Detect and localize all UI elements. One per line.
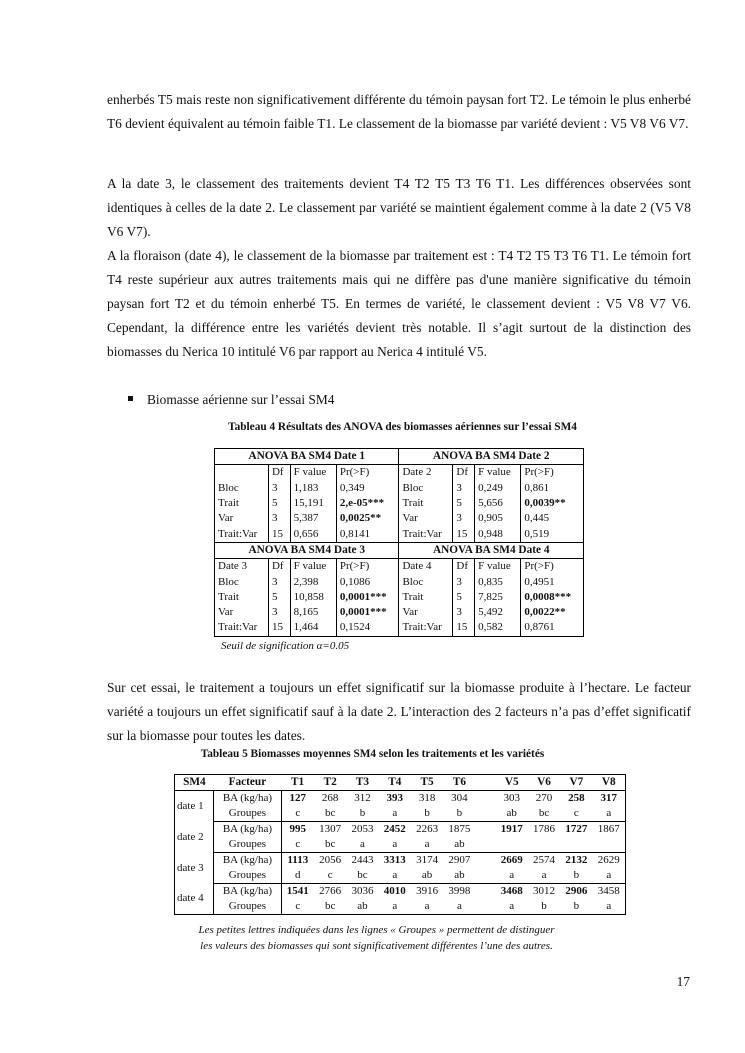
anova-row: [215, 526, 584, 542]
groups-row: [175, 868, 626, 884]
group-letter: ab: [454, 838, 465, 850]
groups-row: [175, 837, 626, 853]
group-letter: ab: [506, 807, 517, 819]
biomass-table: [174, 774, 626, 915]
group-letter: bc: [538, 807, 550, 819]
anova-cell: 7,825: [475, 590, 521, 605]
biomass-value: 268: [321, 792, 339, 804]
anova-cell: 0,0022**: [521, 605, 584, 620]
biomass-value: 2053: [346, 822, 378, 838]
group-letter: b: [573, 869, 580, 881]
anova-cell: Var: [218, 606, 234, 619]
anova-block-title: ANOVA BA SM4 Date 2: [432, 450, 550, 463]
factor-label: Groupes: [214, 806, 281, 822]
anova-cell: 15: [453, 526, 475, 542]
date-label: date 1: [175, 791, 214, 822]
anova-cell: Trait:Var: [402, 527, 442, 540]
biomass-value: 2766: [314, 884, 346, 900]
anova-column-header: F value: [475, 559, 521, 575]
anova-cell: Trait: [402, 497, 424, 510]
table5-column-header: T5: [411, 775, 443, 791]
date-label: date 2: [175, 822, 214, 853]
factor-label: BA (kg/ha): [214, 791, 281, 807]
anova-column-header: Date 2: [399, 465, 453, 481]
anova-cell: 0,905: [475, 511, 521, 526]
group-letter: b: [359, 807, 366, 819]
biomass-row: [175, 884, 626, 900]
group-letter: [496, 837, 528, 853]
biomass-value: 1113: [281, 853, 314, 869]
biomass-value: 1786: [528, 822, 560, 838]
anova-cell: Bloc: [218, 481, 239, 494]
group-letter: [528, 837, 560, 853]
anova-cell: 0,0025**: [336, 511, 399, 526]
column-gap: [476, 853, 496, 869]
table5-column-header: T2: [314, 775, 346, 791]
anova-row: [215, 605, 584, 620]
anova-cell: 0,835: [475, 574, 521, 589]
group-letter: [560, 837, 592, 853]
paragraph-4: Sur cet essai, le traitement a toujours un effet significatif sur la biomasse produite à l’hectare. Le facteur variété a toujours un effet significatif sauf à la date 2. L’interaction des 2 facteurs n’a pas d’effet significatif sur la biomasse pour toutes les dates.: [107, 680, 691, 743]
table5-column-header: Facteur: [214, 775, 281, 791]
biomass-value: 1875: [443, 822, 475, 838]
group-letter: a: [392, 869, 398, 881]
biomass-value: 303: [503, 792, 520, 804]
biomass-value: 995: [281, 822, 314, 838]
table5-column-header: V7: [560, 775, 592, 791]
group-letter: c: [327, 869, 333, 881]
anova-cell: Trait: [402, 590, 424, 603]
group-letter: a: [392, 900, 398, 912]
factor-label: BA (kg/ha): [214, 884, 281, 900]
groups-note-line2: les valeurs des biomasses qui sont significativement différentes l’une des autres.: [200, 940, 553, 952]
anova-cell: 5,387: [290, 511, 336, 526]
anova-cell: Trait: [218, 497, 239, 510]
group-letter: c: [295, 807, 301, 819]
group-letter: a: [606, 807, 612, 819]
anova-cell: 5: [268, 496, 290, 511]
biomass-value: 3916: [411, 884, 443, 900]
biomass-value: 2906: [560, 884, 592, 900]
bullet-item: [128, 392, 334, 408]
anova-cell: 0,519: [521, 526, 584, 542]
anova-cell: Var: [402, 512, 418, 525]
biomass-value: 3313: [379, 853, 411, 869]
anova-cell: 5,492: [475, 605, 521, 620]
anova-column-header: F value: [290, 465, 336, 481]
anova-column-header: Pr(>F): [336, 465, 399, 481]
anova-cell: Trait: [218, 590, 239, 603]
biomass-value: 2132: [560, 853, 592, 869]
biomass-value: 2574: [528, 853, 560, 869]
biomass-value: 270: [535, 792, 553, 804]
group-letter: b: [541, 900, 547, 912]
anova-cell: Var: [402, 606, 418, 619]
group-letter: c: [295, 900, 301, 912]
group-letter: a: [606, 869, 612, 881]
group-letter: d: [295, 869, 301, 881]
table4-caption: Tableau 4 Résultats des ANOVA des biomasses aériennes sur l’essai SM4: [228, 421, 577, 433]
anova-cell: 15,191: [290, 496, 336, 511]
biomass-value: 3458: [593, 884, 626, 900]
anova-cell: 10,858: [290, 590, 336, 605]
biomass-value: 2056: [314, 853, 346, 869]
anova-block-title: ANOVA BA SM4 Date 4: [399, 542, 584, 558]
anova-column-header: [215, 465, 269, 481]
biomass-value: 1307: [314, 822, 346, 838]
group-letter: a: [509, 869, 515, 881]
factor-label: Groupes: [214, 837, 281, 853]
anova-cell: 3: [453, 511, 475, 526]
biomass-value: 317: [600, 792, 617, 804]
table5-caption: Tableau 5 Biomasses moyennes SM4 selon les traitements et les variétés: [200, 748, 545, 760]
anova-cell: 5,656: [475, 496, 521, 511]
biomass-row: [175, 791, 626, 807]
anova-column-header: Pr(>F): [521, 465, 584, 481]
biomass-value: 1867: [593, 822, 626, 838]
biomass-value: 3036: [346, 884, 378, 900]
anova-cell: 0,4951: [521, 574, 584, 589]
anova-table: [214, 448, 584, 637]
anova-cell: Var: [218, 512, 234, 525]
group-letter: a: [392, 838, 398, 850]
groups-row: [175, 899, 626, 915]
anova-cell: 5: [453, 496, 475, 511]
anova-row: [215, 574, 584, 589]
table5-column-header: V6: [528, 775, 560, 791]
square-bullet-icon: [128, 396, 133, 401]
group-letter: a: [456, 900, 462, 912]
biomass-value: 2669: [496, 853, 528, 869]
anova-row: [215, 496, 584, 511]
group-letter: ab: [421, 869, 433, 881]
anova-block-title: ANOVA BA SM4 Date 3: [215, 542, 399, 558]
paragraph-3: A la floraison (date 4), le classement de la biomasse par traitement est : T4 T2 T5 T3 T6 T1. Le témoin fort T4 reste supérieur aux autres traitements mais qui ne diffère pas d'une manière significative du témoin paysan fort T2 et du témoin enherbé T5. En termes de variété, le classement devient : V5 V8 V7 V6. Cependant, la différence entre les variétés devient très notable. Il s’agit surtout de la distinction des biomasses du Nerica 10 intitulé V6 par rapport au Nerica 4 intitulé V5.: [107, 248, 691, 359]
anova-column-header: Pr(>F): [521, 559, 584, 575]
anova-column-header: Df: [268, 465, 290, 481]
anova-cell: 3: [453, 481, 475, 496]
anova-cell: 0,1086: [336, 574, 399, 589]
table5-column-header: V5: [496, 775, 528, 791]
anova-cell: Bloc: [402, 481, 424, 494]
anova-cell: 2,e-05***: [336, 496, 399, 511]
anova-cell: 1,183: [290, 481, 336, 496]
anova-row: [215, 620, 584, 636]
biomass-value: 3012: [528, 884, 560, 900]
anova-cell: 3: [268, 511, 290, 526]
anova-cell: Trait:Var: [218, 621, 258, 634]
biomass-value: 1541: [281, 884, 314, 900]
column-gap: [476, 791, 496, 807]
anova-cell: 0,445: [521, 511, 584, 526]
column-gap: [476, 837, 496, 853]
group-letter: ab: [454, 869, 465, 881]
anova-cell: 3: [268, 574, 290, 589]
anova-cell: 0,8761: [521, 620, 584, 636]
anova-cell: 0,0001***: [336, 605, 399, 620]
group-letter: a: [392, 807, 398, 819]
group-letter: a: [606, 900, 612, 912]
anova-cell: 3: [268, 605, 290, 620]
anova-cell: 15: [453, 620, 475, 636]
anova-cell: 0,1524: [336, 620, 399, 636]
group-letter: bc: [324, 900, 336, 912]
column-gap: [476, 775, 496, 791]
anova-column-header: Date 3: [215, 559, 269, 575]
group-letter: b: [456, 807, 463, 819]
factor-label: BA (kg/ha): [214, 853, 281, 869]
biomass-value: 318: [418, 792, 436, 804]
table5-column-header: T4: [379, 775, 411, 791]
anova-row: [215, 481, 584, 496]
anova-column-header: Df: [453, 465, 475, 481]
anova-cell: 0,656: [290, 526, 336, 542]
table5-column-header: V8: [593, 775, 626, 791]
anova-cell: 15: [268, 620, 290, 636]
date-label: date 3: [175, 853, 214, 884]
biomass-value: 2443: [346, 853, 378, 869]
group-letter: [593, 837, 626, 853]
biomass-value: 1727: [560, 822, 592, 838]
column-gap: [476, 884, 496, 900]
group-letter: ab: [357, 900, 368, 912]
biomass-value: 3998: [443, 884, 475, 900]
paragraph-1: enherbés T5 mais reste non significativement différente du témoin paysan fort T2. Le témoin le plus enherbé T6 devient équivalent au témoin faible T1. Le classement de la biomasse par variété devient : V5 V8 V6 V7.: [107, 92, 691, 131]
anova-cell: 0,0001***: [336, 590, 399, 605]
group-letter: a: [509, 900, 515, 912]
group-letter: c: [573, 807, 579, 819]
anova-row: [215, 590, 584, 605]
anova-cell: 0,948: [475, 526, 521, 542]
anova-cell: 0,349: [336, 481, 399, 496]
biomass-value: 1917: [496, 822, 528, 838]
anova-cell: 3: [268, 481, 290, 496]
biomass-value: 304: [451, 792, 468, 804]
biomass-value: 4010: [379, 884, 411, 900]
anova-cell: 0,249: [475, 481, 521, 496]
anova-cell: 2,398: [290, 574, 336, 589]
anova-cell: 0,582: [475, 620, 521, 636]
group-letter: bc: [357, 869, 368, 881]
anova-cell: 15: [268, 526, 290, 542]
anova-cell: 0,861: [521, 481, 584, 496]
group-letter: b: [424, 807, 430, 819]
biomass-value: 2629: [593, 853, 626, 869]
column-gap: [476, 806, 496, 822]
column-gap: [476, 868, 496, 884]
biomass-value: 258: [568, 792, 585, 804]
anova-column-header: Pr(>F): [336, 559, 399, 575]
column-gap: [476, 822, 496, 838]
factor-label: Groupes: [214, 899, 281, 915]
page-number: 17: [676, 974, 690, 989]
paragraph-2: A la date 3, le classement des traitements devient T4 T2 T5 T3 T6 T1. Les différences observées sont identiques à celles de la date 2. Le classement par variété se maintient également comme à la date 2 (V5 V8 V6 V7).: [107, 176, 691, 239]
anova-cell: 3: [453, 574, 475, 589]
significance-note: Seuil de signification α=0.05: [221, 640, 350, 652]
anova-cell: Trait:Var: [218, 527, 258, 540]
biomass-value: 127: [289, 792, 307, 804]
anova-block-title: ANOVA BA SM4 Date 1: [215, 449, 399, 465]
anova-cell: 5: [268, 590, 290, 605]
anova-row: [215, 511, 584, 526]
factor-label: Groupes: [214, 868, 281, 884]
factor-label: BA (kg/ha): [214, 822, 281, 838]
anova-cell: 3: [453, 605, 475, 620]
anova-column-header: Df: [453, 559, 475, 575]
table5-column-header: T3: [346, 775, 378, 791]
anova-column-header: F value: [290, 559, 336, 575]
table5-column-header: T1: [281, 775, 314, 791]
anova-cell: Bloc: [218, 575, 239, 588]
anova-cell: 8,165: [290, 605, 336, 620]
anova-cell: Trait:Var: [402, 621, 442, 634]
group-letter: a: [541, 869, 547, 881]
anova-column-header: F value: [475, 465, 521, 481]
biomass-row: [175, 853, 626, 869]
biomass-value: 393: [386, 792, 404, 804]
column-gap: [476, 899, 496, 915]
bullet-text: Biomasse aérienne sur l’essai SM4: [147, 392, 335, 407]
group-letter: a: [424, 900, 430, 912]
table5-column-header: SM4: [175, 775, 214, 791]
groups-row: [175, 806, 626, 822]
anova-cell: 5: [453, 590, 475, 605]
groups-note-line1: Les petites lettres indiquées dans les lignes « Groupes » permettent de distinguer: [198, 924, 555, 936]
anova-cell: 1,464: [290, 620, 336, 636]
group-letter: a: [360, 838, 365, 850]
biomass-value: 3174: [411, 853, 443, 869]
anova-cell: Bloc: [402, 575, 424, 588]
table5-column-header: T6: [443, 775, 475, 791]
group-letter: a: [424, 838, 430, 850]
anova-cell: 0,0039**: [521, 496, 584, 511]
anova-column-header: Df: [268, 559, 290, 575]
biomass-value: 2263: [411, 822, 443, 838]
group-letter: b: [573, 900, 580, 912]
group-letter: bc: [324, 838, 336, 850]
group-letter: c: [295, 838, 301, 850]
biomass-value: 2452: [379, 822, 411, 838]
anova-cell: 0,0008***: [521, 590, 584, 605]
date-label: date 4: [175, 884, 214, 915]
biomass-row: [175, 822, 626, 838]
anova-column-header: Date 4: [399, 559, 453, 575]
biomass-value: 2907: [443, 853, 475, 869]
biomass-value: 3468: [496, 884, 528, 900]
group-letter: bc: [324, 807, 336, 819]
anova-cell: 0,8141: [336, 526, 399, 542]
biomass-value: 312: [354, 792, 371, 804]
